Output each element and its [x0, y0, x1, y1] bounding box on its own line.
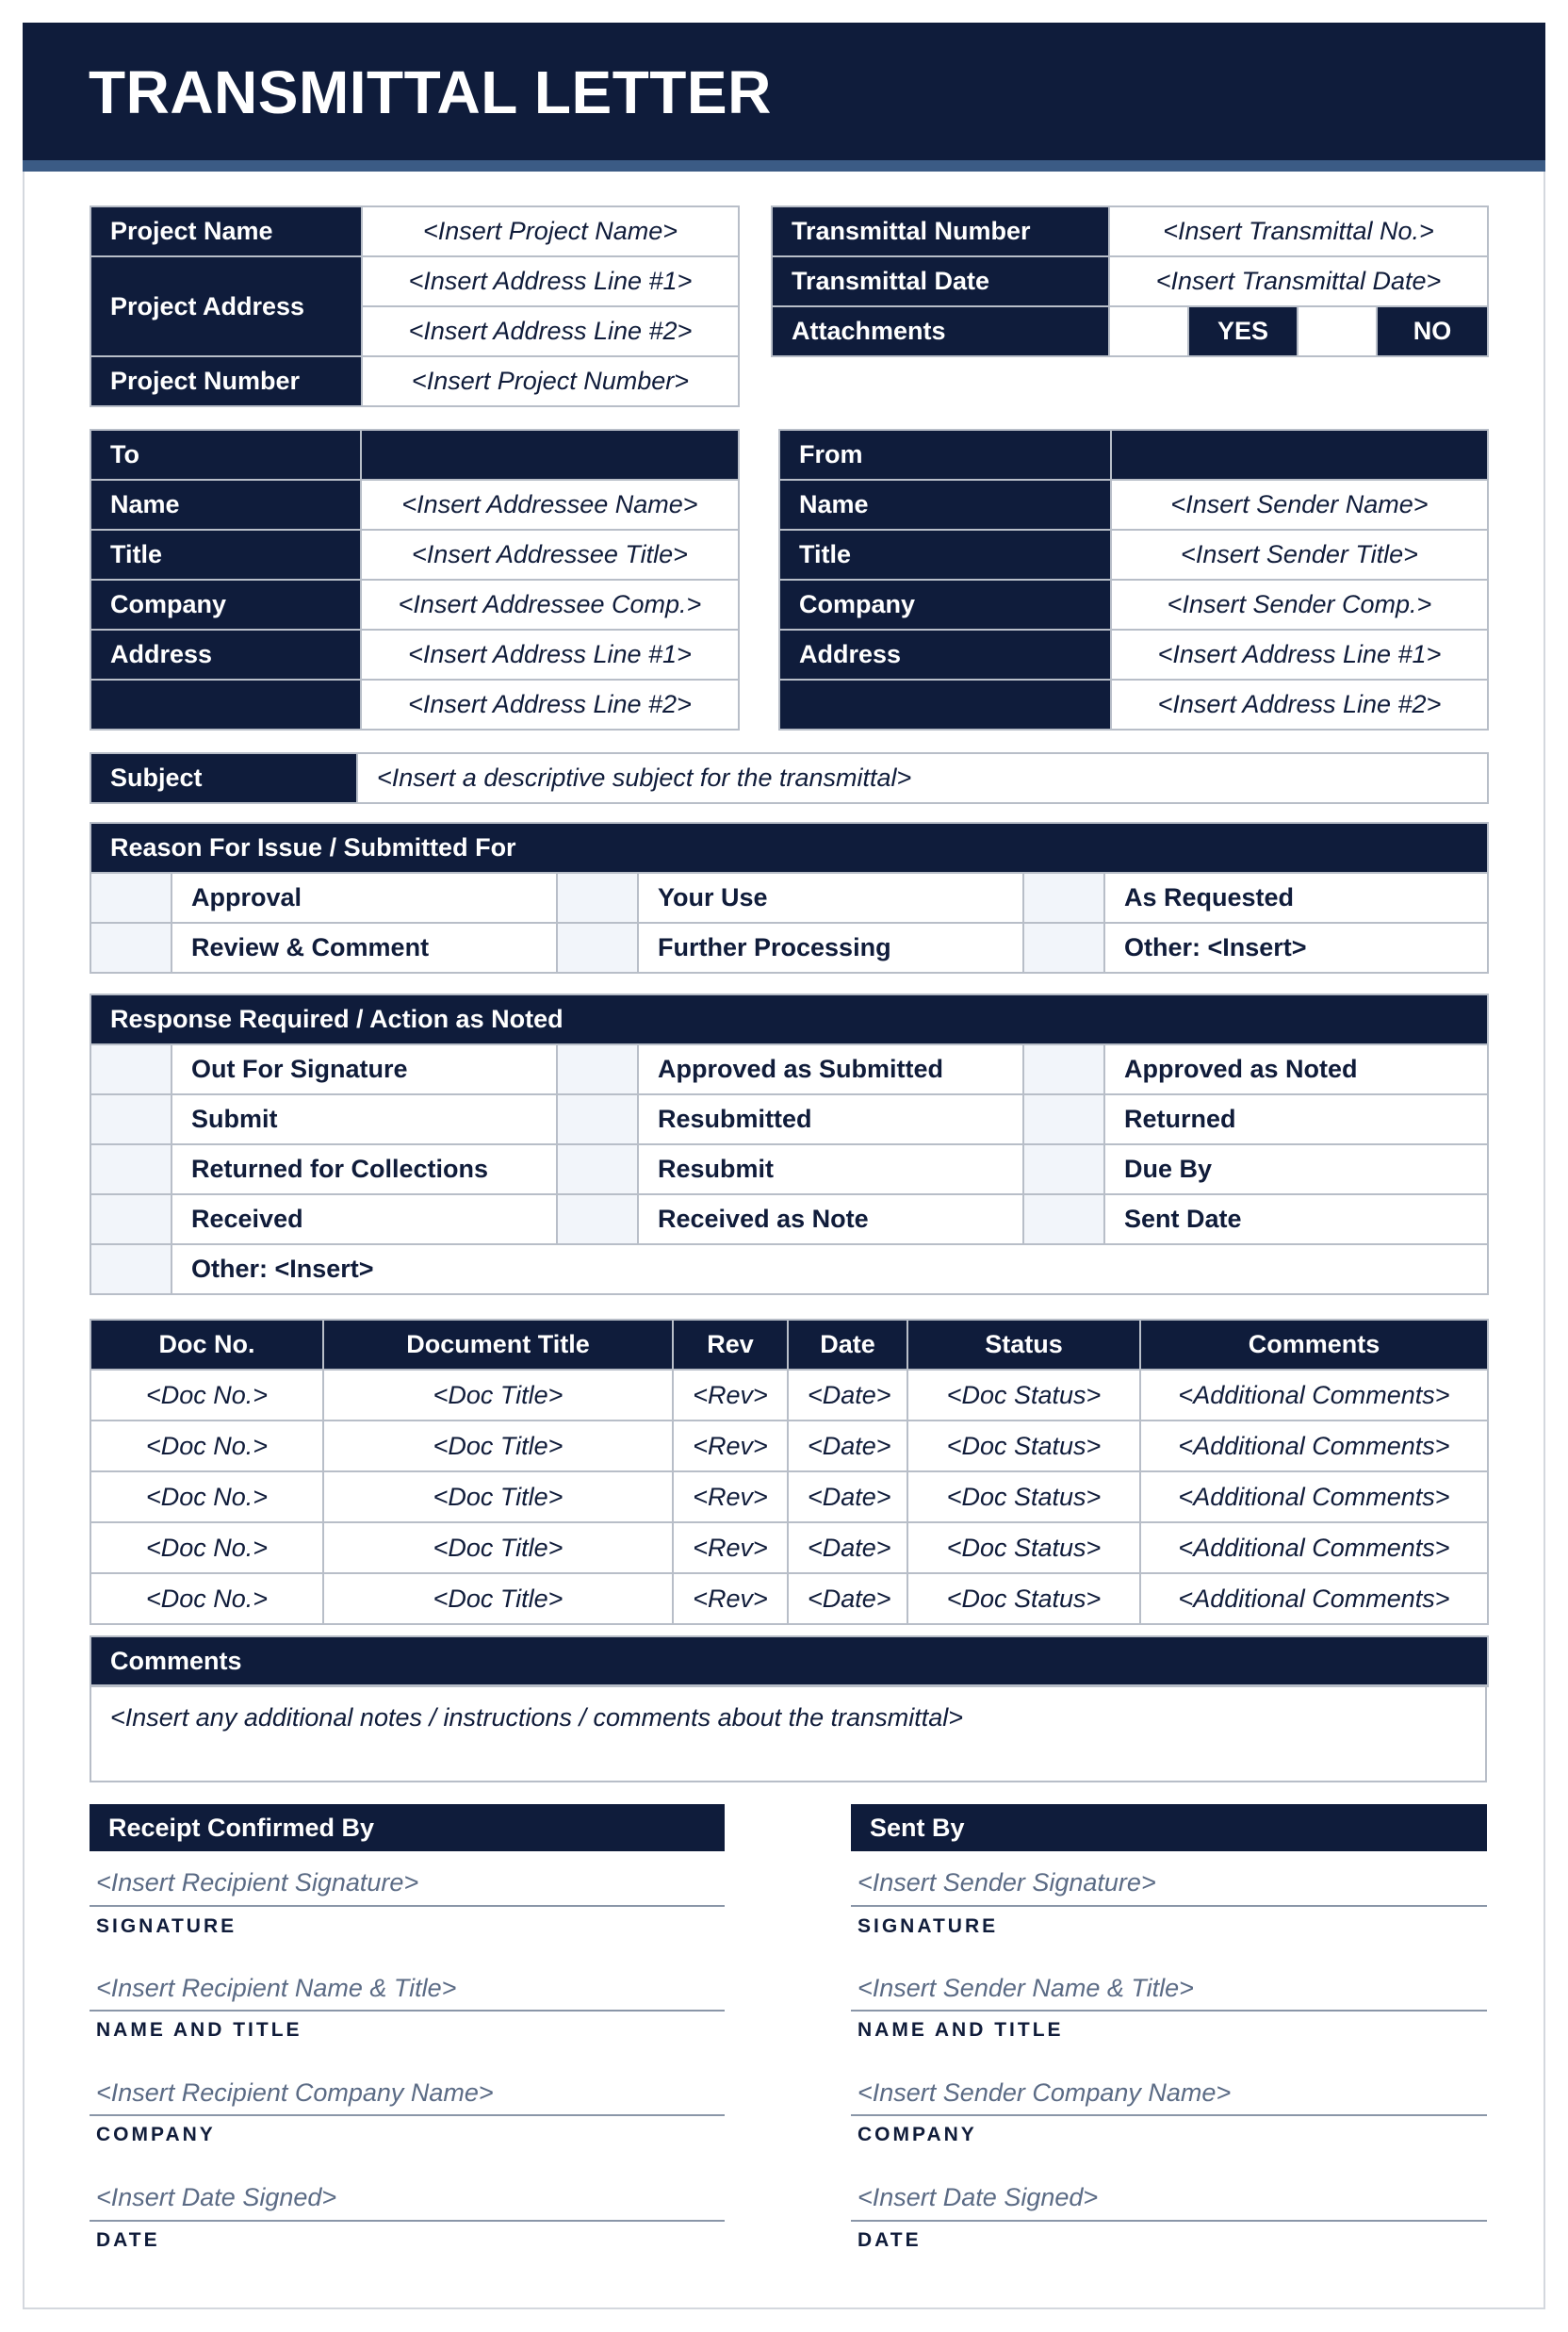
column-header: Rev: [673, 1320, 788, 1370]
reason-as-requested-checkbox[interactable]: [1023, 873, 1104, 923]
from-header-blank: [1111, 430, 1488, 480]
table-row: [90, 1522, 1488, 1573]
signature-line: [851, 2220, 1487, 2222]
signature-line: [90, 2220, 725, 2222]
response-sent-date-label: Sent Date: [1104, 1194, 1488, 1244]
attachments-no-checkbox[interactable]: [1298, 306, 1377, 356]
response-received-label: Received: [172, 1194, 557, 1244]
doc-title-cell[interactable]: <Doc Title>: [323, 1573, 673, 1624]
sender-signature-label: SIGNATURE: [858, 1915, 999, 1937]
response-header: Response Required / Action as Noted: [90, 994, 1488, 1044]
doc-comments-cell[interactable]: <Additional Comments>: [1140, 1471, 1488, 1522]
response-approved-as-noted-label: Approved as Noted: [1104, 1044, 1488, 1094]
doc-no-cell[interactable]: <Doc No.>: [90, 1421, 323, 1471]
signature-line: [851, 1905, 1487, 1907]
response-due-by-checkbox[interactable]: [1023, 1144, 1104, 1194]
response-resubmit-label: Resubmit: [638, 1144, 1023, 1194]
from-name-field[interactable]: <Insert Sender Name>: [1111, 480, 1488, 530]
attachments-no-label: NO: [1377, 306, 1488, 356]
sender-company-label: COMPANY: [858, 2124, 977, 2145]
sender-signature-field[interactable]: <Insert Sender Signature>: [858, 1868, 1156, 1897]
table-row: [90, 1370, 1488, 1421]
doc-comments-cell[interactable]: <Additional Comments>: [1140, 1522, 1488, 1573]
to-address-line2-field[interactable]: <Insert Address Line #2>: [361, 680, 739, 730]
doc-rev-cell[interactable]: <Rev>: [673, 1573, 788, 1624]
signature-line: [851, 2114, 1487, 2116]
project-name-field[interactable]: <Insert Project Name>: [362, 206, 739, 256]
sender-company-field[interactable]: <Insert Sender Company Name>: [858, 2078, 1232, 2107]
from-name-label: Name: [779, 480, 1111, 530]
project-name-label: Project Name: [90, 206, 362, 256]
doc-title-cell[interactable]: <Doc Title>: [323, 1370, 673, 1421]
signature-line: [90, 1905, 725, 1907]
subject-table: [90, 752, 1489, 804]
doc-title-cell[interactable]: <Doc Title>: [323, 1421, 673, 1471]
column-header: Doc No.: [90, 1320, 323, 1370]
to-header-blank: [361, 430, 739, 480]
doc-no-cell[interactable]: <Doc No.>: [90, 1471, 323, 1522]
signature-line: [851, 2010, 1487, 2012]
doc-rev-cell[interactable]: <Rev>: [673, 1471, 788, 1522]
response-table: [90, 994, 1489, 1295]
doc-date-cell[interactable]: <Date>: [788, 1421, 907, 1471]
response-returned-label: Returned: [1104, 1094, 1488, 1144]
to-title-field[interactable]: <Insert Addressee Title>: [361, 530, 739, 580]
doc-title-cell[interactable]: <Doc Title>: [323, 1471, 673, 1522]
from-address-blank: [779, 680, 1111, 730]
reason-your-use-checkbox[interactable]: [557, 873, 638, 923]
response-returned-checkbox[interactable]: [1023, 1094, 1104, 1144]
sent-header: Sent By: [851, 1804, 1487, 1851]
comments-header: Comments: [90, 1636, 1488, 1686]
doc-rev-cell[interactable]: <Rev>: [673, 1370, 788, 1421]
recipient-company-label: COMPANY: [96, 2124, 216, 2145]
project-info-table: [90, 205, 740, 407]
recipient-signature-field[interactable]: <Insert Recipient Signature>: [96, 1868, 419, 1897]
recipient-date-label: DATE: [96, 2229, 160, 2251]
response-returned-for-collections-checkbox[interactable]: [90, 1144, 172, 1194]
to-name-field[interactable]: <Insert Addressee Name>: [361, 480, 739, 530]
response-approved-as-submitted-checkbox[interactable]: [557, 1044, 638, 1094]
attachments-label: Attachments: [772, 306, 1109, 356]
doc-comments-cell[interactable]: <Additional Comments>: [1140, 1370, 1488, 1421]
response-out-for-signature-label: Out For Signature: [172, 1044, 557, 1094]
response-sent-date-checkbox[interactable]: [1023, 1194, 1104, 1244]
header-stripe: [23, 160, 1545, 172]
to-header: To: [90, 430, 361, 480]
subject-label: Subject: [90, 753, 357, 803]
from-address-line1-field[interactable]: <Insert Address Line #1>: [1111, 630, 1488, 680]
response-submit-label: Submit: [172, 1094, 557, 1144]
from-address-line2-field[interactable]: <Insert Address Line #2>: [1111, 680, 1488, 730]
doc-status-cell[interactable]: <Doc Status>: [907, 1421, 1140, 1471]
response-out-for-signature-checkbox[interactable]: [90, 1044, 172, 1094]
column-header: Status: [907, 1320, 1140, 1370]
table-row: [90, 1471, 1488, 1522]
response-other-checkbox[interactable]: [90, 1244, 172, 1294]
sender-date-label: DATE: [858, 2229, 922, 2251]
recipient-date-field[interactable]: <Insert Date Signed>: [96, 2183, 337, 2211]
response-other-label: Other: <Insert>: [172, 1244, 1488, 1294]
reason-approval-label: Approval: [172, 873, 557, 923]
response-approved-as-noted-checkbox[interactable]: [1023, 1044, 1104, 1094]
to-table: [90, 429, 740, 731]
page-title: TRANSMITTAL LETTER: [89, 58, 772, 126]
reason-review-comment-checkbox[interactable]: [90, 923, 172, 973]
to-company-field[interactable]: <Insert Addressee Comp.>: [361, 580, 739, 630]
documents-table: [90, 1319, 1489, 1625]
reason-further-processing-label: Further Processing: [638, 923, 1023, 973]
doc-no-cell[interactable]: <Doc No.>: [90, 1370, 323, 1421]
attachments-yes-checkbox[interactable]: [1109, 306, 1188, 356]
response-resubmitted-label: Resubmitted: [638, 1094, 1023, 1144]
subject-field[interactable]: <Insert a descriptive subject for the transmittal>: [357, 753, 1488, 803]
doc-status-cell[interactable]: <Doc Status>: [907, 1522, 1140, 1573]
recipient-name-title-label: NAME AND TITLE: [96, 2019, 302, 2041]
project-number-label: Project Number: [90, 356, 362, 406]
from-title-label: Title: [779, 530, 1111, 580]
transmittal-number-label: Transmittal Number: [772, 206, 1109, 256]
from-table: [778, 429, 1489, 731]
column-header: Date: [788, 1320, 907, 1370]
from-company-label: Company: [779, 580, 1111, 630]
attachments-yes-label: YES: [1188, 306, 1298, 356]
table-row: [90, 1421, 1488, 1471]
doc-no-cell[interactable]: <Doc No.>: [90, 1573, 323, 1624]
project-address-line1-field[interactable]: <Insert Address Line #1>: [362, 256, 739, 306]
reason-other-label: Other: <Insert>: [1104, 923, 1488, 973]
comments-header-table: [90, 1635, 1489, 1687]
response-resubmit-checkbox[interactable]: [557, 1144, 638, 1194]
reason-review-comment-label: Review & Comment: [172, 923, 557, 973]
to-company-label: Company: [90, 580, 361, 630]
doc-rev-cell[interactable]: <Rev>: [673, 1522, 788, 1573]
to-address-label: Address: [90, 630, 361, 680]
transmittal-date-field[interactable]: <Insert Transmittal Date>: [1109, 256, 1488, 306]
reason-other-checkbox[interactable]: [1023, 923, 1104, 973]
to-name-label: Name: [90, 480, 361, 530]
project-address-label: Project Address: [90, 256, 362, 356]
sender-name-title-field[interactable]: <Insert Sender Name & Title>: [858, 1974, 1194, 2002]
from-address-label: Address: [779, 630, 1111, 680]
transmittal-info-table: [771, 205, 1489, 357]
table-row: [90, 1573, 1488, 1624]
response-approved-as-submitted-label: Approved as Submitted: [638, 1044, 1023, 1094]
from-header: From: [779, 430, 1111, 480]
reason-table: [90, 822, 1489, 974]
response-due-by-label: Due By: [1104, 1144, 1488, 1194]
doc-title-cell[interactable]: <Doc Title>: [323, 1522, 673, 1573]
from-title-field[interactable]: <Insert Sender Title>: [1111, 530, 1488, 580]
from-company-field[interactable]: <Insert Sender Comp.>: [1111, 580, 1488, 630]
reason-further-processing-checkbox[interactable]: [557, 923, 638, 973]
receipt-header: Receipt Confirmed By: [90, 1804, 725, 1851]
doc-status-cell[interactable]: <Doc Status>: [907, 1471, 1140, 1522]
column-header: Comments: [1140, 1320, 1488, 1370]
doc-comments-cell[interactable]: <Additional Comments>: [1140, 1573, 1488, 1624]
doc-no-cell[interactable]: <Doc No.>: [90, 1522, 323, 1573]
response-submit-checkbox[interactable]: [90, 1094, 172, 1144]
doc-rev-cell[interactable]: <Rev>: [673, 1421, 788, 1471]
reason-your-use-label: Your Use: [638, 873, 1023, 923]
sender-date-field[interactable]: <Insert Date Signed>: [858, 2183, 1099, 2211]
signature-line: [90, 2010, 725, 2012]
doc-date-cell[interactable]: <Date>: [788, 1370, 907, 1421]
response-received-as-note-label: Received as Note: [638, 1194, 1023, 1244]
doc-date-cell[interactable]: <Date>: [788, 1573, 907, 1624]
signature-line: [90, 2114, 725, 2116]
doc-date-cell[interactable]: <Date>: [788, 1522, 907, 1573]
reason-approval-checkbox[interactable]: [90, 873, 172, 923]
project-address-line2-field[interactable]: <Insert Address Line #2>: [362, 306, 739, 356]
reason-header: Reason For Issue / Submitted For: [90, 823, 1488, 873]
response-received-as-note-checkbox[interactable]: [557, 1194, 638, 1244]
recipient-name-title-field[interactable]: <Insert Recipient Name & Title>: [96, 1974, 457, 2002]
to-title-label: Title: [90, 530, 361, 580]
doc-comments-cell[interactable]: <Additional Comments>: [1140, 1421, 1488, 1471]
reason-as-requested-label: As Requested: [1104, 873, 1488, 923]
transmittal-date-label: Transmittal Date: [772, 256, 1109, 306]
recipient-signature-label: SIGNATURE: [96, 1915, 237, 1937]
response-returned-for-collections-label: Returned for Collections: [172, 1144, 557, 1194]
to-address-line1-field[interactable]: <Insert Address Line #1>: [361, 630, 739, 680]
doc-status-cell[interactable]: <Doc Status>: [907, 1573, 1140, 1624]
project-number-field[interactable]: <Insert Project Number>: [362, 356, 739, 406]
response-resubmitted-checkbox[interactable]: [557, 1094, 638, 1144]
comments-field[interactable]: <Insert any additional notes / instructions / comments about the transmittal>: [90, 1684, 1487, 1782]
doc-status-cell[interactable]: <Doc Status>: [907, 1370, 1140, 1421]
response-received-checkbox[interactable]: [90, 1194, 172, 1244]
recipient-company-field[interactable]: <Insert Recipient Company Name>: [96, 2078, 494, 2107]
transmittal-number-field[interactable]: <Insert Transmittal No.>: [1109, 206, 1488, 256]
doc-date-cell[interactable]: <Date>: [788, 1471, 907, 1522]
sender-name-title-label: NAME AND TITLE: [858, 2019, 1064, 2041]
column-header: Document Title: [323, 1320, 673, 1370]
to-address-blank: [90, 680, 361, 730]
